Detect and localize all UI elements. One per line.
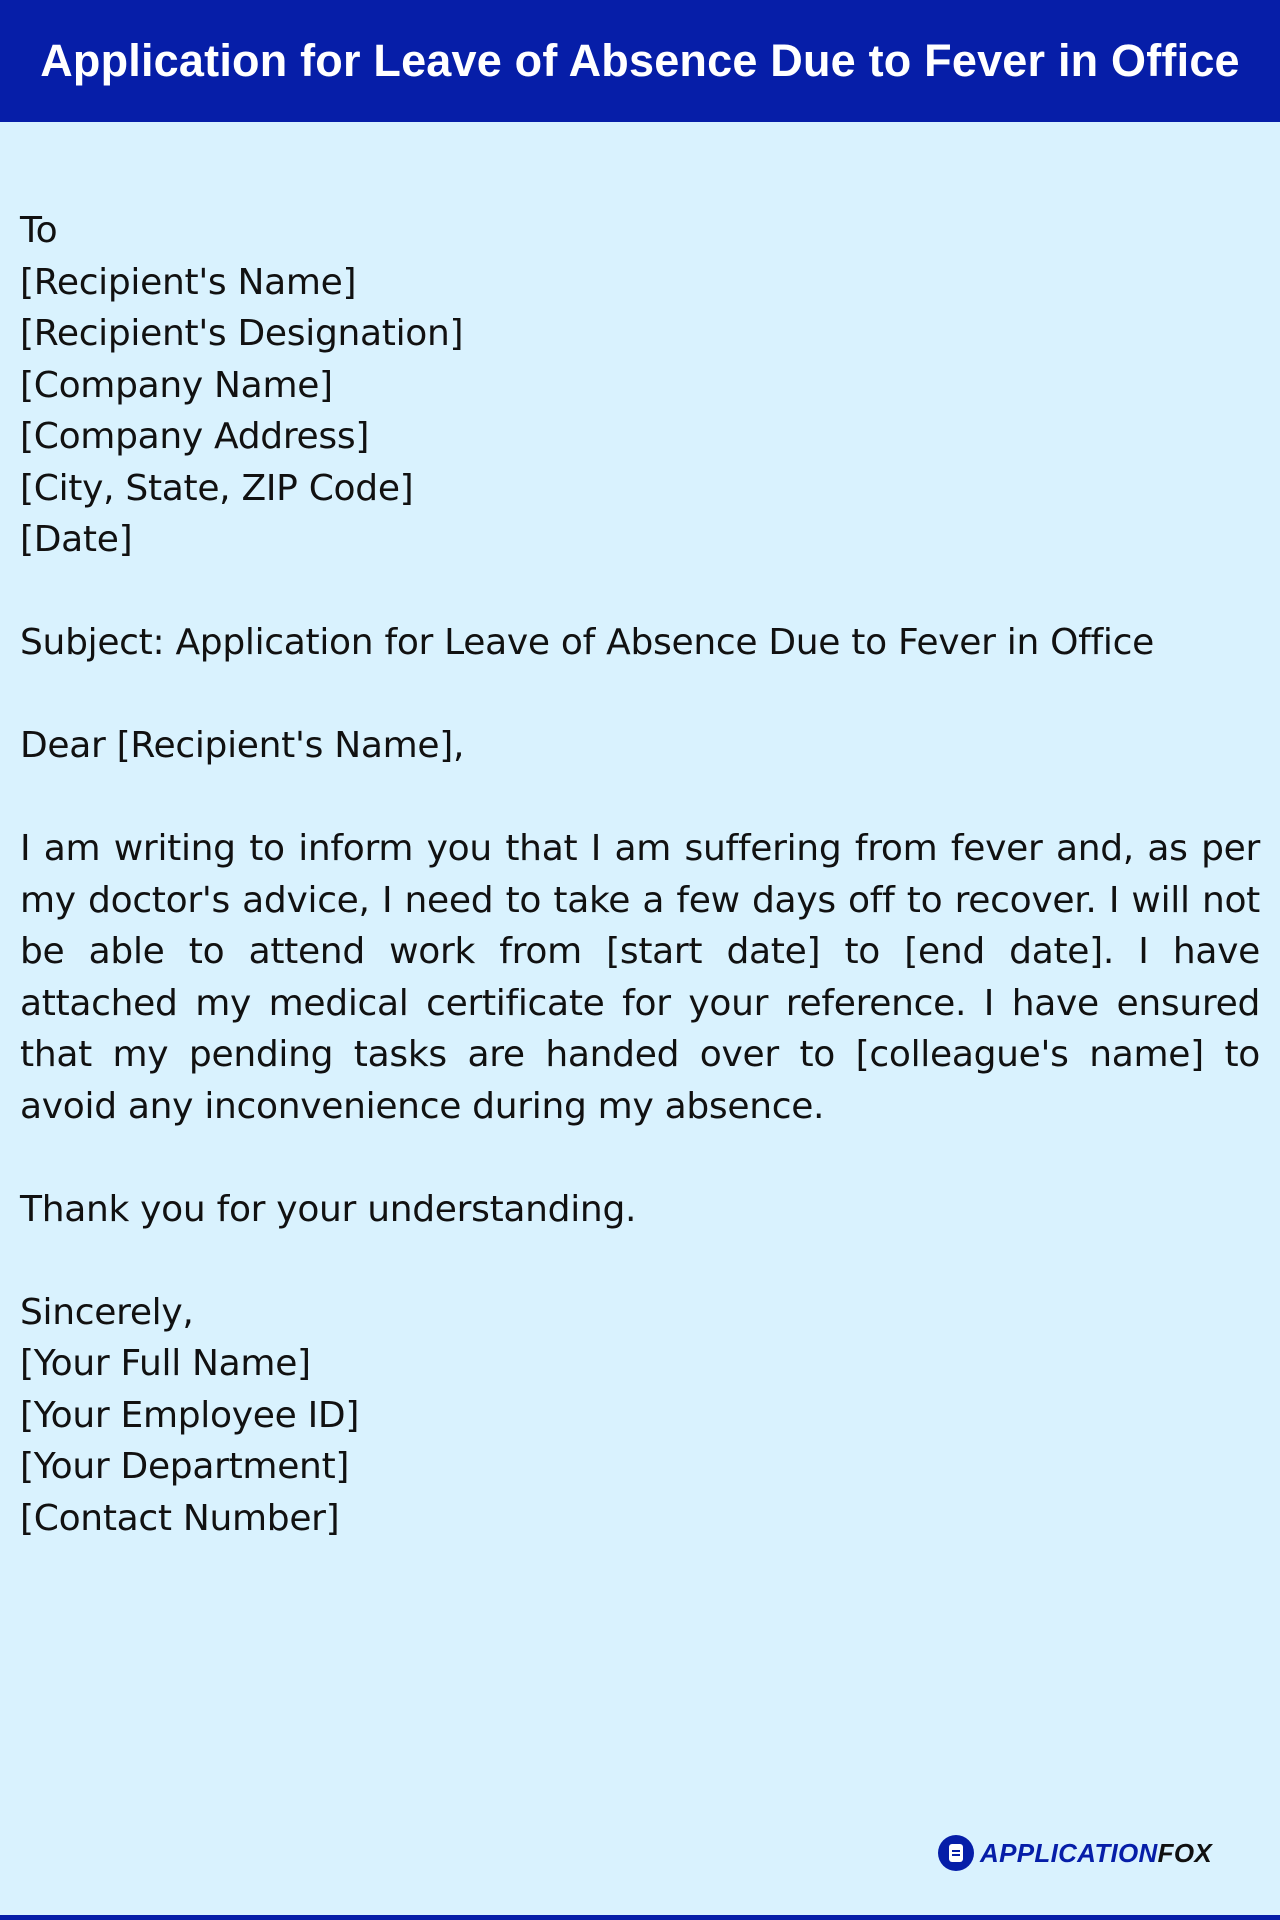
closing: Sincerely, (20, 1291, 194, 1333)
document-icon (938, 1835, 974, 1871)
bottom-bar (0, 1915, 1280, 1920)
thanks-line: Thank you for your understanding. (20, 1188, 637, 1230)
department: [Your Department] (20, 1446, 350, 1487)
logo-wordmark (980, 1838, 1212, 1869)
employee-id: [Your Employee ID] (20, 1394, 360, 1436)
header-banner (0, 0, 1280, 122)
recipient-name: [Recipient's Name] (20, 261, 357, 303)
applicationfox-logo[interactable] (938, 1835, 1212, 1871)
body-paragraph: I am writing to inform you that I am suffering from fever and, as per my doctor's advice, I need to take a few days off to recover. I will not be able to attend work from [start date] to [end date]. I have attached my medical certificate for your reference. I have ensured that my pending tasks are handed over to [colleague's name] to avoid any inconvenience during my absence. (20, 828, 1260, 1127)
spacer (20, 566, 1260, 618)
logo-text-application: APPLICATION (980, 1837, 1158, 1868)
sender-name: [Your Full Name] (20, 1343, 311, 1384)
spacer (20, 669, 1260, 721)
spacer (20, 1132, 1260, 1184)
contact-number: [Contact Number] (20, 1497, 340, 1539)
page-title: Application for Leave of Absence Due to Fever in Office (40, 35, 1240, 86)
company-address: [Company Address] (20, 416, 370, 457)
spacer (20, 1235, 1260, 1287)
city-state-zip: [City, State, ZIP Code] (20, 467, 414, 509)
subject-line: Subject: Application for Leave of Absence Due to Fever in Office (20, 622, 1154, 663)
to-label: To (20, 210, 58, 251)
spacer (20, 772, 1260, 824)
letter-date: [Date] (20, 519, 133, 560)
logo-text-fox: FOX (1157, 1837, 1212, 1868)
company-name: [Company Name] (20, 364, 333, 406)
letter-body (20, 205, 1260, 1544)
recipient-designation: [Recipient's Designation] (20, 313, 464, 354)
salutation: Dear [Recipient's Name], (20, 725, 465, 766)
